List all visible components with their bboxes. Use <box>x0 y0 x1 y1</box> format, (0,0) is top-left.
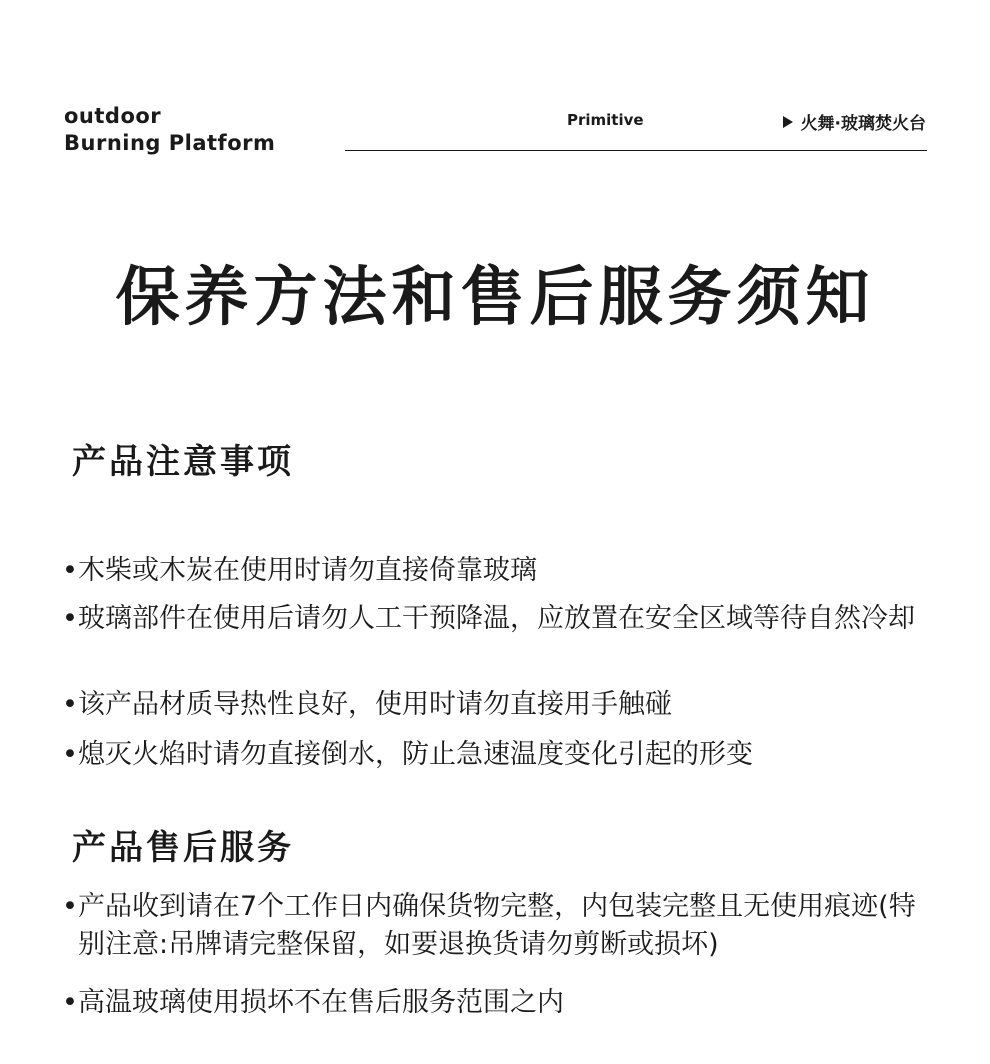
list-item-text: 产品收到请在7个工作日内确保货物完整，内包装完整且无使用痕迹(特别注意:吊牌请完整保留，如要退换货请勿剪断或损坏) <box>78 891 916 960</box>
brand-logo <box>64 104 275 156</box>
brand-subtitle: Burning Platform <box>64 131 276 155</box>
product-name: 火舞·玻璃焚火台 <box>800 114 926 134</box>
list-item-text: 玻璃部件在使用后请勿人工干预降温，应放置在安全区域等待自然冷却 <box>78 603 915 634</box>
list-item <box>62 600 938 638</box>
service-section-title: 产品售后服务 <box>72 828 294 868</box>
bullet: • <box>62 987 78 1018</box>
brand-name: outdoor <box>64 104 162 128</box>
list-item-text: 木柴或木炭在使用时请勿直接倚靠玻璃 <box>78 555 537 586</box>
product-label <box>783 109 926 134</box>
list-item <box>62 888 938 964</box>
page-title: 保养方法和售后服务须知 <box>115 261 875 335</box>
list-item <box>62 552 938 590</box>
series-label: Primitive <box>567 111 644 129</box>
notes-section-title: 产品注意事项 <box>72 442 294 482</box>
list-item <box>62 736 938 774</box>
header-divider <box>345 150 927 151</box>
list-item <box>62 686 938 724</box>
bullet: • <box>62 555 78 586</box>
list-item-text: 高温玻璃使用损坏不在售后服务范围之内 <box>78 987 564 1018</box>
list-item-text: 熄灭火焰时请勿直接倒水，防止急速温度变化引起的形变 <box>78 739 753 770</box>
list-item <box>62 984 938 1022</box>
play-triangle-icon <box>783 116 793 128</box>
bullet: • <box>62 689 78 720</box>
list-item-text: 该产品材质导热性良好，使用时请勿直接用手触碰 <box>78 689 672 720</box>
bullet: • <box>62 603 78 634</box>
bullet: • <box>62 739 78 770</box>
bullet: • <box>62 891 78 922</box>
